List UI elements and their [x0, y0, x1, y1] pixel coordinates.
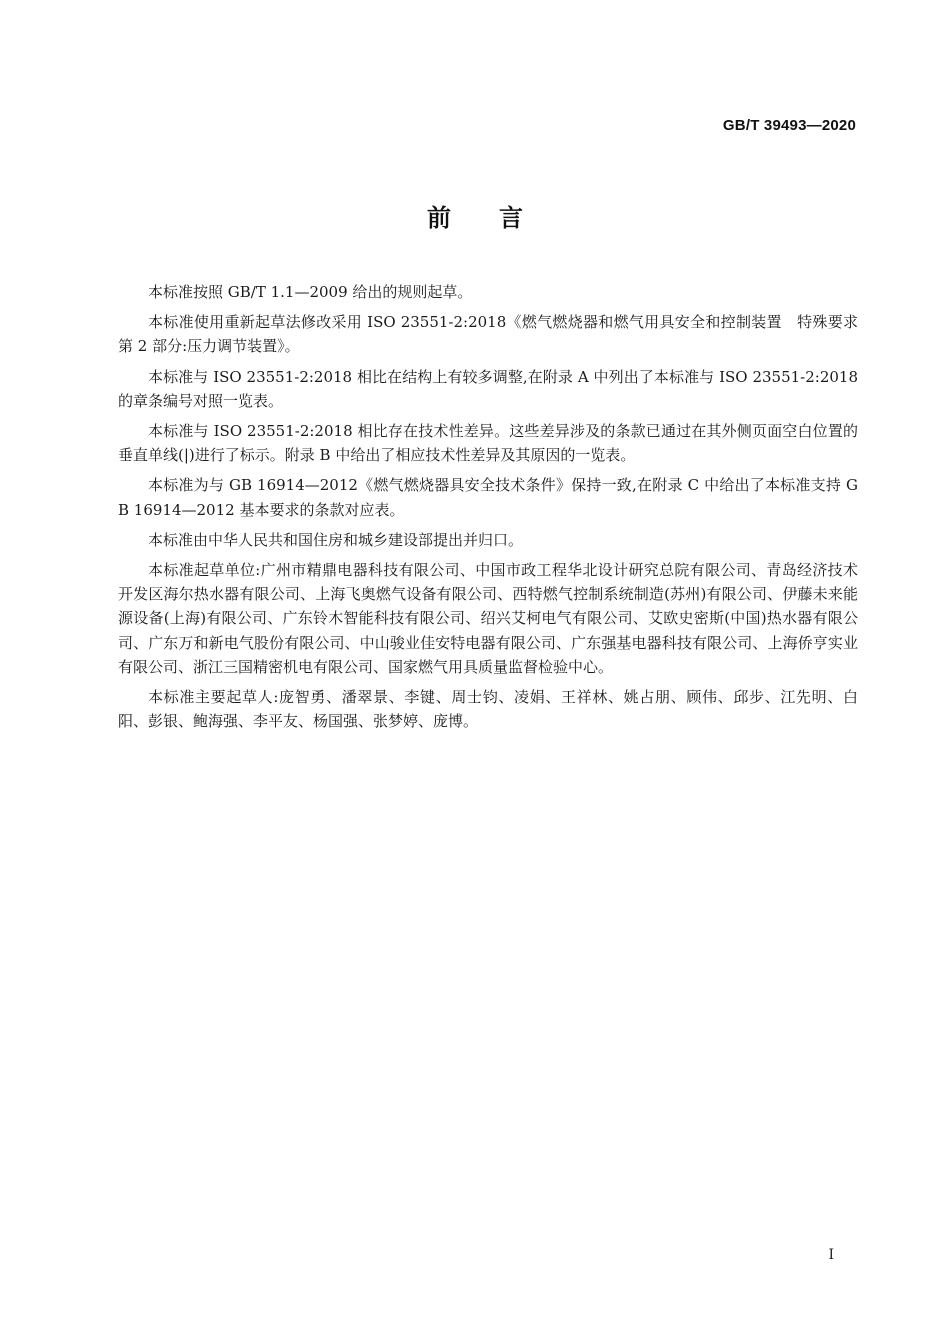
paragraph-proposer: 本标准由中华人民共和国住房和城乡建设部提出并归口。	[148, 530, 524, 549]
document-body	[118, 280, 874, 739]
page-number: I	[828, 1247, 834, 1263]
paragraph-drafting-units: 本标准起草单位:广州市精鼎电器科技有限公司、中国市政工程华北设计研究总院有限公司、青岛经济技术开发区海尔热水器有限公司、上海飞奥燃气设备有限公司、西特燃气控制系统制造(苏州)有限公司、伊藤未来能源设备(上海)有限公司、广东铃木智能科技有限公司、绍兴艾柯电气有限公司、艾欧史密斯(中国)热水器有限公司、广东万和新电气股份有限公司、中山骏业佳安特电器有限公司、广东强基电器科技有限公司、上海侨亨实业有限公司、浙江三国精密机电有限公司、国家燃气用具质量监督检验中心。	[118, 561, 858, 676]
paragraph-technical-differences: 本标准与 ISO 23551-2:2018 相比存在技术性差异。这些差异涉及的条款已通过在其外侧页面空白位置的垂直单线(|)进行了标示。附录 B 中给出了相应技术性差异及其原因的一览表。	[118, 422, 858, 465]
standard-code: GB/T 39493—2020	[722, 117, 856, 134]
paragraph-adoption: 本标准使用重新起草法修改采用 ISO 23551-2:2018《燃气燃烧器和燃气用具安全和控制装置 特殊要求 第 2 部分:压力调节装置》。	[118, 313, 874, 356]
paragraph-consistency: 本标准为与 GB 16914—2012《燃气燃烧器具安全技术条件》保持一致,在附录 C 中给出了本标准支持 GB 16914—2012 基本要求的条款对应表。	[118, 476, 858, 519]
paragraph-structure-changes: 本标准与 ISO 23551-2:2018 相比在结构上有较多调整,在附录 A 中列出了本标准与 ISO 23551-2:2018 的章条编号对照一览表。	[118, 367, 858, 410]
paragraph-drafting-rules: 本标准按照 GB/T 1.1—2009 给出的规则起草。	[148, 283, 473, 301]
paragraph-drafters: 本标准主要起草人:庞智勇、潘翠景、李键、周士钧、凌娟、王祥林、姚占朋、顾伟、邱步、江先明、白阳、彭银、鲍海强、李平友、杨国强、张梦婷、庞博。	[118, 688, 858, 731]
page-title: 前言	[427, 204, 571, 232]
